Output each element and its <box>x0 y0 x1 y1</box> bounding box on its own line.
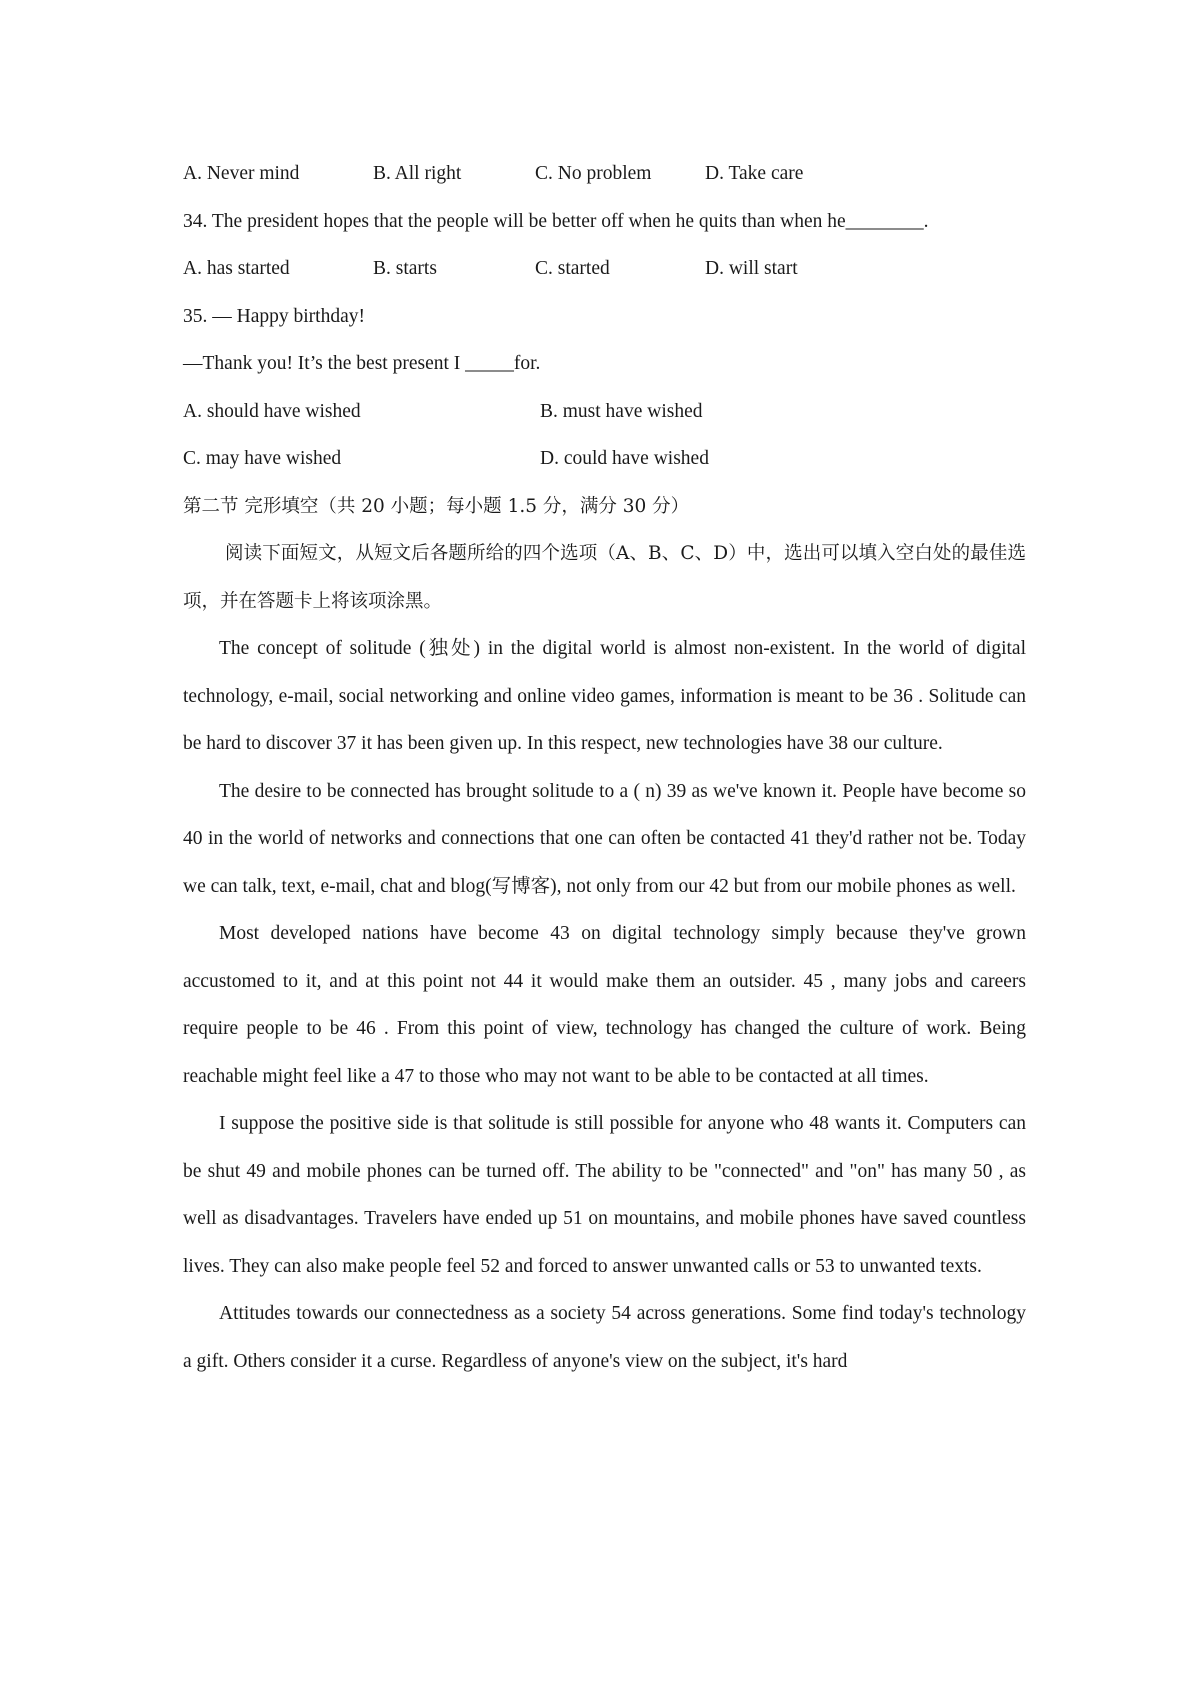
q35-option-a: A. should have wished <box>183 400 361 422</box>
q34-options <box>183 245 1026 293</box>
q34-option-c: C. started <box>535 258 610 279</box>
q35-option-c: C. may have wished <box>183 448 342 469</box>
q33-option-c: C. No problem <box>535 163 652 184</box>
passage-paragraph-2: The desire to be connected has brought solitude to a ( n) 39 as we've known it. People have become so 40 in the world of networks and connections that one can often be contacted 41 they'd rather not be. Today we can talk, text, e-mail, chat and blog(写博客), not only from our 42 but from our mobile phones as well. <box>183 780 1026 897</box>
q35-option-d: D. could have wished <box>540 448 709 469</box>
q34-stem: 34. The president hopes that the people will be better off when he quits than when he________. <box>183 210 929 232</box>
exam-page <box>183 150 1026 1385</box>
passage-paragraph-3: Most developed nations have become 43 on digital technology simply because they've grown accustomed to it, and at this point not 44 it would make them an outsider. 45 , many jobs and careers require people to be 46 . From this point of view, technology has changed the culture of work. Being reachable might feel like a 47 to those who may not want to be able to be contacted at all times. <box>183 923 1026 1087</box>
q34-option-a: A. has started <box>183 258 290 279</box>
passage-paragraph-1: The concept of solitude (独处) in the digital world is almost non-existent. In the world of digital technology, e-mail, social networking and online video games, information is meant to be 36 . Solitude can be hard to discover 37 it has been given up. In this respect, new technologies have 38 our culture. <box>183 638 1026 754</box>
section-instruction: 阅读下面短文，从短文后各题所给的四个选项（A、B、C、D）中，选出可以填入空白处的最佳选项，并在答题卡上将该项涂黑。 <box>183 543 1026 612</box>
q33-options <box>183 150 1026 198</box>
q34-option-d: D. will start <box>705 258 798 279</box>
q35-options-row-1 <box>183 388 1026 436</box>
q33-option-d: D. Take care <box>705 163 804 184</box>
q35-stem-1: 35. — Happy birthday! <box>183 305 365 327</box>
q35-option-b: B. must have wished <box>540 400 703 422</box>
q34-option-b: B. starts <box>373 258 437 279</box>
q33-option-a: A. Never mind <box>183 163 300 184</box>
passage-paragraph-5: Attitudes towards our connectedness as a society 54 across generations. Some find today's technology a gift. Others consider it a curse. Regardless of anyone's view on the subject, it's hard <box>183 1303 1026 1372</box>
passage-paragraph-4: I suppose the positive side is that solitude is still possible for anyone who 48 wants it. Computers can be shut 49 and mobile phones can be turned off. The ability to be "connected" and "on" has many 50 , as well as disadvantages. Travelers have ended up 51 on mountains, and mobile phones have saved countless lives. They can also make people feel 52 and forced to answer unwanted calls or 53 to unwanted texts. <box>183 1113 1026 1277</box>
q35-options-row-2 <box>183 435 1026 483</box>
section-title: 第二节 完形填空（共 20 小题；每小题 1.5 分，满分 30 分） <box>183 495 690 517</box>
q33-option-b: B. All right <box>373 163 462 184</box>
q35-stem-2: —Thank you! It’s the best present I _____for. <box>183 353 541 374</box>
